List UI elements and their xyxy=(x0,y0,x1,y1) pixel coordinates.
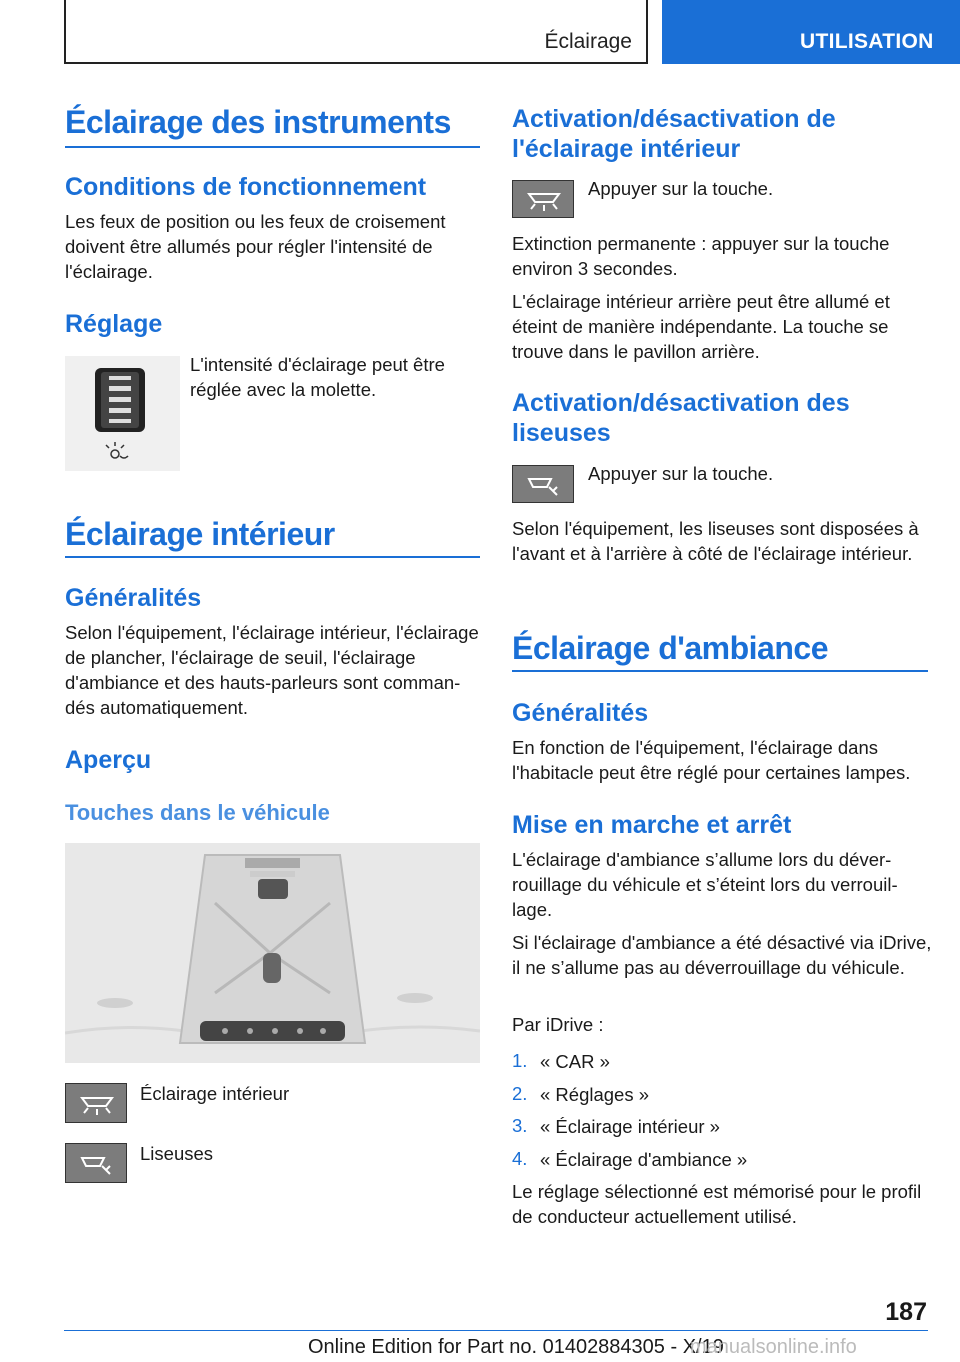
dimmer-wheel-photo xyxy=(65,356,180,471)
heading-ambiance: Éclairage d'ambiance xyxy=(512,630,828,666)
roof-console-photo xyxy=(65,843,480,1063)
paragraph-appuyer: Appuyer sur la touche. xyxy=(588,178,774,199)
heading-reglage: Réglage xyxy=(65,310,163,338)
paragraph-memorise: Le réglage sélectionné est mémorisé pour le profil de conducteur actuellement utilisé. xyxy=(512,1181,922,1227)
list-item: « Éclairage d'ambiance » xyxy=(540,1149,748,1170)
heading-activation-interieur: Activation/désactivation de l'éclairage intérieur xyxy=(512,105,836,163)
heading-generalites: Généralités xyxy=(65,584,202,612)
list-item-number: 3. xyxy=(512,1115,528,1136)
header-section-title: Éclairage xyxy=(544,30,632,53)
page-number: 187 xyxy=(885,1298,927,1326)
watermark: manualsonline.info xyxy=(690,1336,857,1358)
reading-light-button-icon xyxy=(512,465,574,503)
heading-mise: Mise en marche et arrêt xyxy=(512,811,792,839)
heading-activation-liseuses: Activation/désactivation des liseuses xyxy=(512,389,850,447)
header-box xyxy=(64,0,648,64)
header-chapter-title: UTILISATION xyxy=(800,30,934,53)
edition-note: Online Edition for Part no. 01402884305 - X/19 xyxy=(308,1336,724,1358)
heading-instruments: Éclairage des instruments xyxy=(65,104,451,140)
list-item-number: 4. xyxy=(512,1148,528,1169)
paragraph-liseuses: Selon l'équipement, les liseuses sont disposées à l'avant et à l'arrière à côté de l'éclairage intérieur. xyxy=(512,518,919,564)
heading-rule xyxy=(512,670,928,672)
legend-liseuses: Liseuses xyxy=(140,1143,214,1164)
heading-apercu: Aperçu xyxy=(65,746,152,774)
paragraph-appuyer: Appuyer sur la touche. xyxy=(588,463,774,484)
heading-conditions: Conditions de fonctionnement xyxy=(65,173,427,201)
header-chapter-tab xyxy=(662,0,960,64)
footer-rule xyxy=(64,1330,928,1331)
list-item: « Éclairage intérieur » xyxy=(540,1116,720,1137)
heading-touches: Touches dans le véhicule xyxy=(65,800,330,825)
heading-generalites: Généralités xyxy=(512,699,649,727)
legend-interieur: Éclairage intérieur xyxy=(140,1083,290,1104)
paragraph-desactive: Si l'éclairage d'ambiance a été désactivé via iDrive, il ne s’allume pas au déverrouillage du véhicule. xyxy=(512,932,932,978)
paragraph-arriere: L'éclairage intérieur arrière peut être allumé et éteint de manière indépendante. La touche se trouve dans le pavillon arrière. xyxy=(512,291,890,362)
paragraph-generalites: En fonction de l'équipement, l'éclairage dans l'habitacle peut être réglé pour certaines lampes. xyxy=(512,737,911,783)
reading-light-button-icon xyxy=(65,1143,127,1183)
paragraph-generalites: Selon l'équipement, l'éclairage intérieur, l'éclairage de plancher, l'éclairage de seuil, l'éclairage d'ambiance et des hauts-parleurs sont commandés automatiquement. xyxy=(65,622,479,718)
heading-interieur: Éclairage intérieur xyxy=(65,516,335,552)
list-item-number: 1. xyxy=(512,1050,528,1071)
list-item: « Réglages » xyxy=(540,1084,650,1105)
heading-rule xyxy=(65,146,480,148)
paragraph-reglage: L'intensité d'éclairage peut être réglée avec la molette. xyxy=(190,354,445,400)
list-item-number: 2. xyxy=(512,1083,528,1104)
list-item: « CAR » xyxy=(540,1051,610,1072)
interior-light-button-icon xyxy=(65,1083,127,1123)
interior-light-button-icon xyxy=(512,180,574,218)
paragraph-par: Par iDrive : xyxy=(512,1014,604,1035)
paragraph-conditions: Les feux de position ou les feux de croisement doivent être allumés pour régler l'intensité de l'éclairage. xyxy=(65,211,446,282)
paragraph-extinction: Extinction permanente : appuyer sur la touche environ 3 secondes. xyxy=(512,233,890,279)
heading-rule xyxy=(65,556,480,558)
paragraph-mise: L'éclairage d'ambiance s’allume lors du déverrouillage du véhicule et s’éteint lors du verrouillage. xyxy=(512,849,898,920)
